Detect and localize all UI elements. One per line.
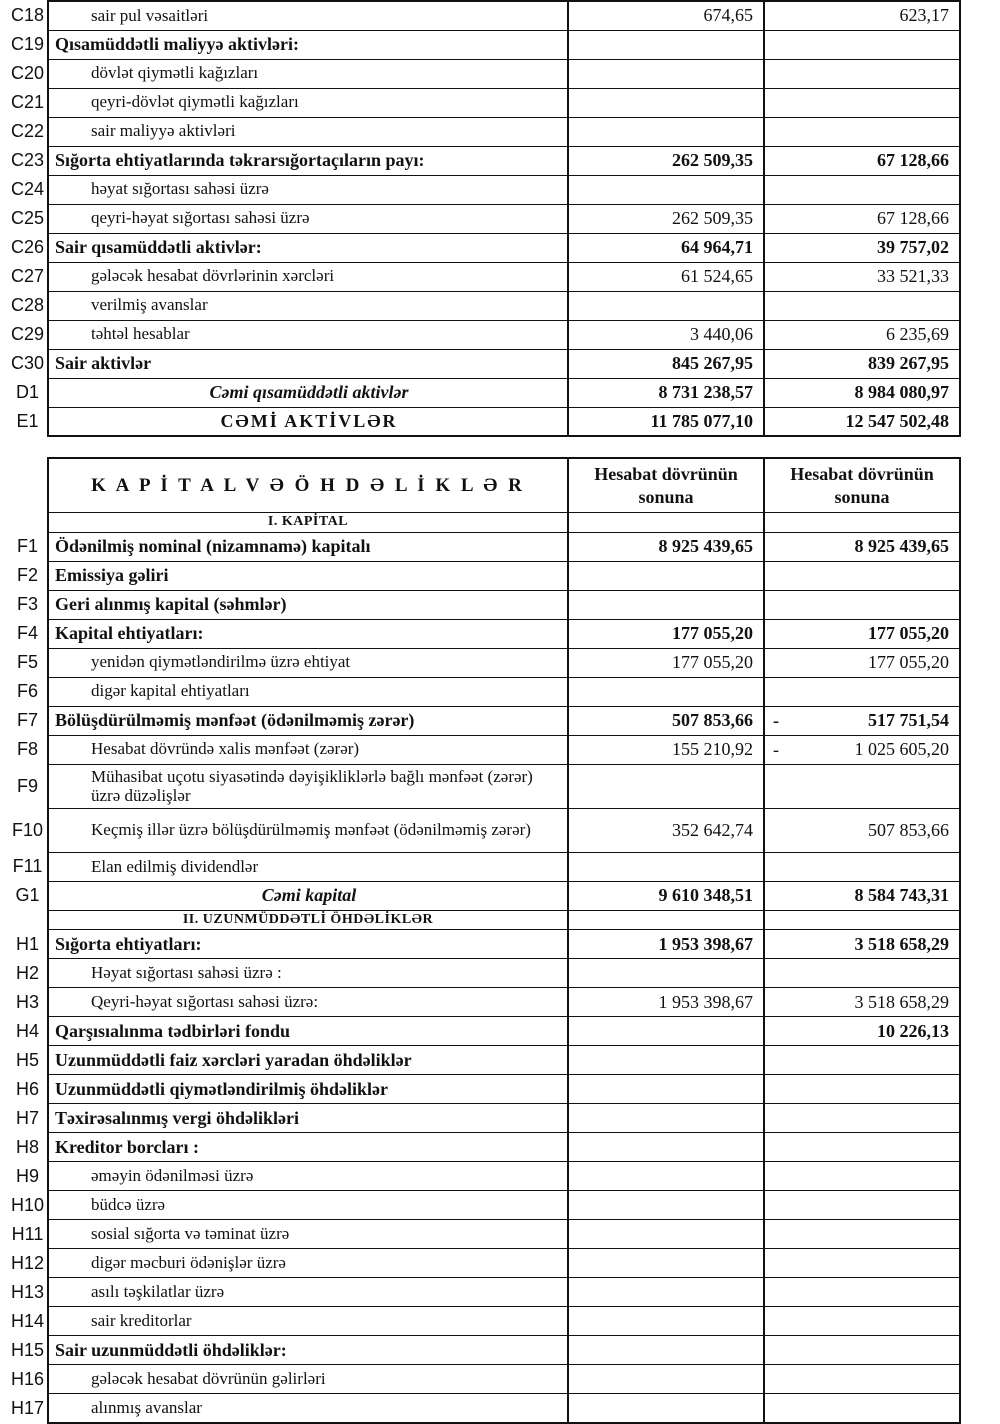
row-value-period-1 <box>568 59 764 88</box>
row-value-period-2: 67 128,66 <box>764 146 960 175</box>
row-label: Emissiya gəliri <box>48 561 568 590</box>
row-code: F2 <box>16 565 38 586</box>
row-value-period-2: - 517 751,54 <box>764 706 960 735</box>
row-value-period-2: 839 267,95 <box>764 349 960 378</box>
column-header-period-1 <box>568 458 764 513</box>
row-value-period-2 <box>764 30 960 59</box>
row-code: G1 <box>15 885 40 906</box>
row-label: sair pul vəsaitləri <box>48 1 568 30</box>
row-code: F1 <box>16 536 38 557</box>
row-label: sair kreditorlar <box>48 1307 568 1336</box>
row-label: yenidən qiymətləndirilmə üzrə ehtiyat <box>48 648 568 677</box>
table-row <box>8 117 960 146</box>
row-label: təhtəl hesablar <box>48 320 568 349</box>
row-value-period-1: 1 953 398,67 <box>568 930 764 959</box>
row-value-period-2 <box>764 1394 960 1423</box>
row-label: Həyat sığortası sahəsi üzrə : <box>48 959 568 988</box>
row-value-period-1 <box>568 117 764 146</box>
table-row <box>8 291 960 320</box>
column-header-period-2-line2: sonuna <box>834 486 890 507</box>
row-value-period-1: 507 853,66 <box>568 706 764 735</box>
row-code: H7 <box>15 1107 39 1128</box>
row-value-period-2 <box>764 1220 960 1249</box>
row-label: Geri alınmış kapital (səhmlər) <box>48 590 568 619</box>
row-code <box>8 910 48 930</box>
row-value-period-1: 3 440,06 <box>568 320 764 349</box>
row-value-period-2 <box>764 1104 960 1133</box>
row-value-period-1 <box>568 1365 764 1394</box>
table-row <box>8 677 960 706</box>
row-value-period-1 <box>568 1249 764 1278</box>
table-row <box>8 881 960 910</box>
table-row <box>8 88 960 117</box>
row-value-period-1: 262 509,35 <box>568 146 764 175</box>
row-label: digər məcburi ödənişlər üzrə <box>48 1249 568 1278</box>
row-code: F4 <box>16 623 38 644</box>
table-row <box>8 320 960 349</box>
row-code: H13 <box>10 1281 45 1302</box>
table-row <box>8 1336 960 1365</box>
table-row <box>8 349 960 378</box>
row-value-period-1 <box>568 1191 764 1220</box>
row-label: digər kapital ehtiyatları <box>48 677 568 706</box>
row-label: Sair aktivlər <box>48 349 568 378</box>
row-code: F7 <box>16 710 38 731</box>
table-row <box>8 378 960 407</box>
row-value-period-1 <box>568 291 764 320</box>
column-header-period-1-line2: sonuna <box>638 486 694 507</box>
row-code: C24 <box>10 179 45 199</box>
row-code: H6 <box>15 1078 39 1099</box>
row-value-period-2 <box>764 175 960 204</box>
row-code: F8 <box>16 739 38 760</box>
assets-table <box>8 0 961 437</box>
table-row <box>8 407 960 436</box>
row-label: Mühasibat uçotu siyasətində dəyişikliklərlə bağlı mənfəət (zərər) üzrə düzəlişlər <box>48 764 568 808</box>
row-value-period-1: 61 524,65 <box>568 262 764 291</box>
row-label: sair maliyyə aktivləri <box>48 117 568 146</box>
row-value-period-2 <box>764 910 960 930</box>
row-value-period-1 <box>568 764 764 808</box>
row-value-period-1 <box>568 175 764 204</box>
row-label: asılı təşkilatlar üzrə <box>48 1278 568 1307</box>
row-code: C21 <box>10 92 45 112</box>
row-value-period-2 <box>764 59 960 88</box>
row-code: H14 <box>10 1310 45 1331</box>
row-value-period-1: 9 610 348,51 <box>568 881 764 910</box>
table-row <box>8 561 960 590</box>
row-code: H2 <box>15 962 39 983</box>
row-value-period-2 <box>764 590 960 619</box>
table-row <box>8 262 960 291</box>
row-value-period-2 <box>764 959 960 988</box>
row-value-period-2 <box>764 117 960 146</box>
row-value-period-1 <box>568 910 764 930</box>
row-label: əməyin ödənilməsi üzrə <box>48 1162 568 1191</box>
row-value-period-2: - 1 025 605,20 <box>764 735 960 764</box>
row-value-period-2 <box>764 1046 960 1075</box>
row-value-period-2 <box>764 1336 960 1365</box>
row-code: H15 <box>10 1339 45 1360</box>
table-header-row <box>8 458 960 513</box>
row-value-period-2: 3 518 658,29 <box>764 930 960 959</box>
row-label: Uzunmüddətli qiymətləndirilmiş öhdəliklər <box>48 1075 568 1104</box>
table-row <box>8 59 960 88</box>
row-code: E1 <box>16 411 39 431</box>
table-row <box>8 1307 960 1336</box>
row-value-period-1: 8 925 439,65 <box>568 532 764 561</box>
row-label: alınmış avanslar <box>48 1394 568 1423</box>
row-value-period-1 <box>568 1162 764 1191</box>
row-value-period-1: 177 055,20 <box>568 648 764 677</box>
table-row <box>8 1133 960 1162</box>
row-label: Cəmi kapital <box>48 881 568 910</box>
row-code: C26 <box>10 237 45 257</box>
row-label: büdcə üzrə <box>48 1191 568 1220</box>
table-row <box>8 532 960 561</box>
row-code: C22 <box>10 121 45 141</box>
table-row <box>8 204 960 233</box>
row-label: Qısamüddətli maliyyə aktivləri: <box>48 30 568 59</box>
row-value-period-2: 33 521,33 <box>764 262 960 291</box>
minus-sign: - <box>773 739 779 760</box>
row-code: H9 <box>15 1165 39 1186</box>
row-label: Kreditor borcları : <box>48 1133 568 1162</box>
liabilities-title: K A P İ T A L V Ə Ö H D Ə L İ K L Ə R <box>48 458 568 513</box>
row-value-period-2 <box>764 88 960 117</box>
row-code <box>8 513 48 533</box>
row-label: dövlət qiymətli kağızları <box>48 59 568 88</box>
row-value-period-1 <box>568 677 764 706</box>
row-value-period-1 <box>568 1307 764 1336</box>
row-value-period-2: 67 128,66 <box>764 204 960 233</box>
table-row <box>8 1191 960 1220</box>
row-label: Uzunmüddətli faiz xərcləri yaradan öhdəliklər <box>48 1046 568 1075</box>
row-value-period-1 <box>568 1220 764 1249</box>
table-row <box>8 1046 960 1075</box>
row-code: H10 <box>10 1194 45 1215</box>
table-row <box>8 648 960 677</box>
table-row <box>8 930 960 959</box>
table-row <box>8 1365 960 1394</box>
row-code: C20 <box>10 63 45 83</box>
row-label: Sığorta ehtiyatlarında təkrarsığortaçıların payı: <box>48 146 568 175</box>
row-label: CƏMİ AKTİVLƏR <box>48 407 568 436</box>
row-code: F9 <box>16 775 38 796</box>
table-row <box>8 619 960 648</box>
column-header-period-2 <box>764 458 960 513</box>
row-code: H3 <box>15 991 39 1012</box>
row-label: sosial sığorta və təminat üzrə <box>48 1220 568 1249</box>
row-value-period-1 <box>568 959 764 988</box>
row-value-period-2: 6 235,69 <box>764 320 960 349</box>
table-row <box>8 1220 960 1249</box>
row-code: F6 <box>16 681 38 702</box>
row-value-period-2 <box>764 1191 960 1220</box>
row-value-period-1 <box>568 852 764 881</box>
row-value-period-1: 155 210,92 <box>568 735 764 764</box>
table-row <box>8 959 960 988</box>
table-row <box>8 764 960 808</box>
row-value-period-1: 64 964,71 <box>568 233 764 262</box>
row-value-period-2: 8 984 080,97 <box>764 378 960 407</box>
row-label: Ödənilmiş nominal (nizamnamə) kapitalı <box>48 532 568 561</box>
row-value-period-1 <box>568 1133 764 1162</box>
row-code: C19 <box>10 34 45 54</box>
row-code: H4 <box>15 1020 39 1041</box>
row-label: gələcək hesabat dövrünün gəlirləri <box>48 1365 568 1394</box>
table-row <box>8 175 960 204</box>
row-value-period-2: 177 055,20 <box>764 619 960 648</box>
section-title: II. UZUNMÜDDƏTLİ ÖHDƏLİKLƏR <box>48 910 568 930</box>
row-code: C25 <box>10 208 45 228</box>
row-value-period-1: 845 267,95 <box>568 349 764 378</box>
row-value-period-1 <box>568 1104 764 1133</box>
row-value-period-2 <box>764 1365 960 1394</box>
row-code: C23 <box>10 150 45 170</box>
row-value-period-1 <box>568 1075 764 1104</box>
row-label: həyat sığortası sahəsi üzrə <box>48 175 568 204</box>
row-code: C27 <box>10 266 45 286</box>
row-code: F3 <box>16 594 38 615</box>
row-value-period-2 <box>764 1307 960 1336</box>
row-value-period-1 <box>568 1046 764 1075</box>
table-row <box>8 590 960 619</box>
row-value-period-1 <box>568 561 764 590</box>
row-label: Qarşısıalınma tədbirləri fondu <box>48 1017 568 1046</box>
row-code: D1 <box>15 382 39 402</box>
row-value-period-1: 1 953 398,67 <box>568 988 764 1017</box>
row-value-period-1: 11 785 077,10 <box>568 407 764 436</box>
table-row <box>8 988 960 1017</box>
row-label: Təxirəsalınmış vergi öhdəlikləri <box>48 1104 568 1133</box>
section-title: I. KAPİTAL <box>48 513 568 533</box>
row-code: H8 <box>15 1136 39 1157</box>
row-value-period-1: 674,65 <box>568 1 764 30</box>
row-value-period-1 <box>568 88 764 117</box>
table-row <box>8 706 960 735</box>
row-code: H16 <box>10 1368 45 1389</box>
table-row <box>8 1104 960 1133</box>
row-value-period-1 <box>568 1017 764 1046</box>
table-row <box>8 910 960 930</box>
row-label: Bölüşdürülməmiş mənfəət (ödənilməmiş zərər) <box>48 706 568 735</box>
table-row <box>8 1249 960 1278</box>
row-label: Hesabat dövründə xalis mənfəət (zərər) <box>48 735 568 764</box>
table-row <box>8 1075 960 1104</box>
row-value-period-2: 3 518 658,29 <box>764 988 960 1017</box>
row-value-period-2 <box>764 291 960 320</box>
row-code: H17 <box>10 1397 45 1418</box>
row-value-period-2: 8 925 439,65 <box>764 532 960 561</box>
row-value-period-2: 623,17 <box>764 1 960 30</box>
row-value-period-2 <box>764 1278 960 1307</box>
row-label: Sair qısamüddətli aktivlər: <box>48 233 568 262</box>
column-header-period-1-line1: Hesabat dövrünün <box>594 464 738 484</box>
row-label: Qeyri-həyat sığortası sahəsi üzrə: <box>48 988 568 1017</box>
row-code: F10 <box>11 819 44 840</box>
row-label: qeyri-dövlət qiymətli kağızları <box>48 88 568 117</box>
row-label: Elan edilmiş dividendlər <box>48 852 568 881</box>
table-row <box>8 233 960 262</box>
table-row <box>8 30 960 59</box>
row-label: qeyri-həyat sığortası sahəsi üzrə <box>48 204 568 233</box>
row-label: Kapital ehtiyatları: <box>48 619 568 648</box>
row-value-period-2: 8 584 743,31 <box>764 881 960 910</box>
row-value-period-1 <box>568 513 764 533</box>
row-value-period-1: 8 731 238,57 <box>568 378 764 407</box>
header-code-cell <box>8 458 48 513</box>
row-code: F5 <box>16 652 38 673</box>
row-value-period-2 <box>764 852 960 881</box>
row-code: C28 <box>10 295 45 315</box>
row-value-period-2: 507 853,66 <box>764 808 960 852</box>
liabilities-table <box>8 457 961 1424</box>
row-label: Cəmi qısamüddətli aktivlər <box>48 378 568 407</box>
row-value-period-1 <box>568 1278 764 1307</box>
row-value-period-2: 10 226,13 <box>764 1017 960 1046</box>
column-header-period-2-line1: Hesabat dövrünün <box>790 464 934 484</box>
row-value-period-1 <box>568 30 764 59</box>
minus-sign: - <box>773 710 779 731</box>
row-label: verilmiş avanslar <box>48 291 568 320</box>
row-value-period-1 <box>568 590 764 619</box>
row-code: H12 <box>10 1252 45 1273</box>
row-code: H11 <box>11 1223 44 1244</box>
row-value-period-2: 177 055,20 <box>764 648 960 677</box>
table-row <box>8 1278 960 1307</box>
row-value-period-2 <box>764 561 960 590</box>
row-value-period-2 <box>764 677 960 706</box>
row-code: C29 <box>10 324 45 344</box>
row-value-period-2 <box>764 1249 960 1278</box>
row-value-period-2: 12 547 502,48 <box>764 407 960 436</box>
row-value-period-2 <box>764 764 960 808</box>
row-value-period-1 <box>568 1336 764 1365</box>
row-value-period-2 <box>764 513 960 533</box>
row-label: Sığorta ehtiyatları: <box>48 930 568 959</box>
row-value-period-1: 262 509,35 <box>568 204 764 233</box>
block-separator <box>0 437 1000 457</box>
row-value-period-2 <box>764 1162 960 1191</box>
table-row <box>8 852 960 881</box>
table-row <box>8 1 960 30</box>
row-value-period-2: 39 757,02 <box>764 233 960 262</box>
row-code: H1 <box>15 933 39 954</box>
row-value-period-1: 352 642,74 <box>568 808 764 852</box>
row-label: Keçmiş illər üzrə bölüşdürülməmiş mənfəət (ödənilməmiş zərər) <box>48 808 568 852</box>
row-value-period-1: 177 055,20 <box>568 619 764 648</box>
table-row <box>8 513 960 533</box>
row-code: H5 <box>15 1049 39 1070</box>
row-code: C30 <box>10 353 45 373</box>
table-row <box>8 1162 960 1191</box>
row-value-period-2 <box>764 1133 960 1162</box>
table-row <box>8 1017 960 1046</box>
table-row <box>8 735 960 764</box>
row-code: C18 <box>10 5 45 25</box>
table-row <box>8 808 960 852</box>
table-row <box>8 146 960 175</box>
row-label: Sair uzunmüddətli öhdəliklər: <box>48 1336 568 1365</box>
row-value-period-1 <box>568 1394 764 1423</box>
table-row <box>8 1394 960 1423</box>
row-label: gələcək hesabat dövrlərinin xərcləri <box>48 262 568 291</box>
row-value-period-2 <box>764 1075 960 1104</box>
row-code: F11 <box>12 856 43 877</box>
